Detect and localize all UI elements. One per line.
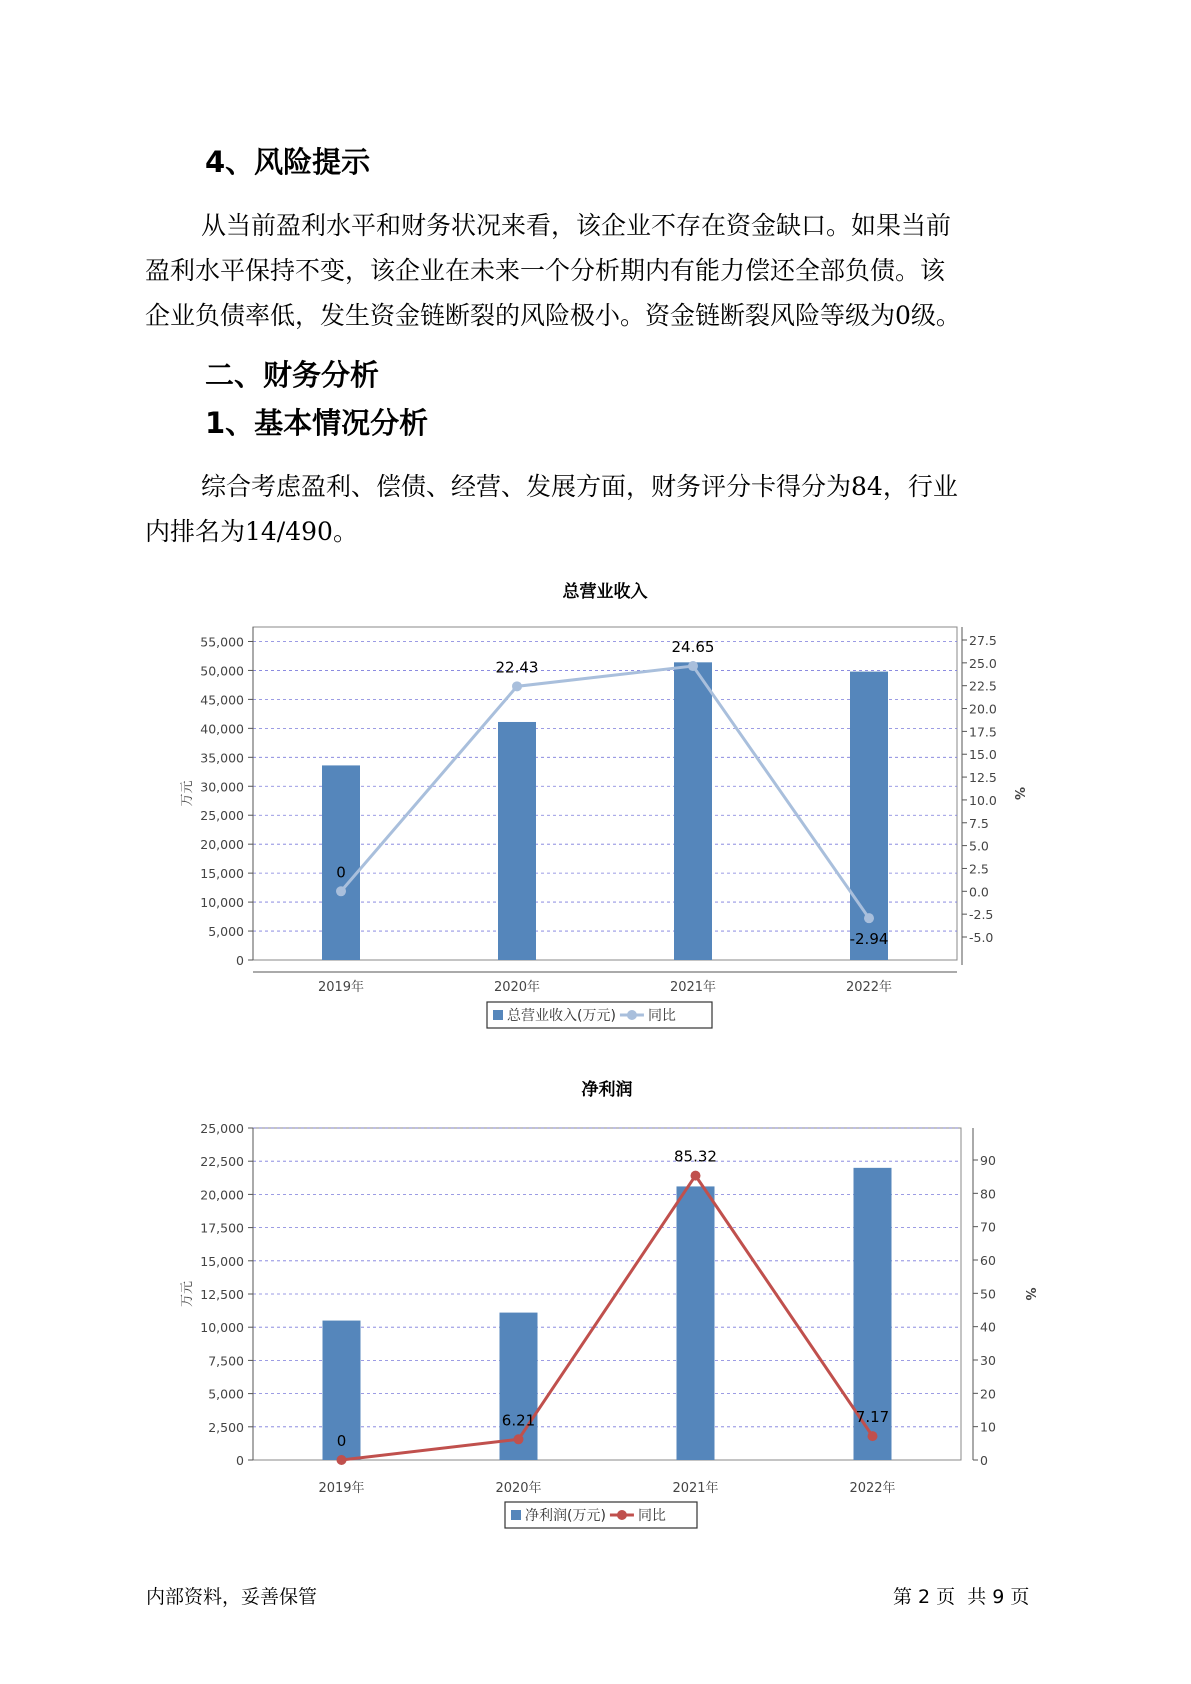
left-tick-label: 5,000: [208, 924, 244, 940]
legend-bar-swatch: [511, 1510, 521, 1520]
right-tick-label: 10.0: [969, 792, 997, 808]
yoy-data-label: 0: [336, 1432, 347, 1450]
right-tick-label: 27.5: [969, 633, 997, 648]
legend: [505, 1502, 697, 1528]
risk-heading: 4、风险提示: [205, 145, 371, 179]
yoy-data-label: 24.65: [671, 638, 715, 657]
yoy-point: [691, 1171, 701, 1181]
bar: [498, 722, 536, 960]
legend-line-label: 同比: [647, 1008, 676, 1024]
risk-line-3: 企业负债率低，发生资金链断裂的风险极小。资金链断裂风险等级为0级。: [145, 301, 961, 330]
left-tick-label: 10,000: [200, 895, 244, 911]
left-tick-label: 7,500: [208, 1353, 244, 1369]
left-tick-label: 17,500: [200, 1220, 244, 1236]
left-tick-label: 30,000: [200, 779, 244, 795]
left-tick-label: 20,000: [200, 1187, 244, 1203]
yoy-data-label: 6.21: [501, 1411, 536, 1430]
right-tick-label: 60: [980, 1253, 996, 1268]
yoy-point: [514, 1434, 524, 1444]
left-tick-label: 0: [236, 953, 244, 968]
legend: [487, 1002, 712, 1028]
yoy-data-label: -2.94: [849, 930, 889, 949]
yoy-point: [864, 913, 874, 923]
right-tick-label: 20: [980, 1386, 996, 1402]
right-axis-label: %: [1011, 786, 1026, 801]
right-tick-label: 17.5: [969, 724, 997, 740]
left-tick-label: 12,500: [200, 1287, 244, 1302]
basic-line-1: 综合考虑盈利、偿债、经营、发展方面，财务评分卡得分为84，行业: [201, 472, 958, 501]
left-tick-label: 55,000: [200, 634, 244, 650]
x-tick-label: 2019年: [318, 1481, 365, 1496]
yoy-data-label: 85.32: [674, 1147, 717, 1166]
right-tick-label: 25.0: [969, 655, 997, 671]
yoy-point: [337, 1455, 347, 1465]
legend-bar-swatch: [493, 1010, 503, 1020]
yoy-data-label: 0: [336, 863, 346, 882]
footer-confidential: 内部资料，妥善保管: [146, 1586, 318, 1608]
right-tick-label: 12.5: [969, 770, 997, 786]
left-tick-label: 50,000: [200, 663, 244, 679]
bar: [674, 662, 712, 960]
right-tick-label: 15.0: [969, 747, 997, 763]
x-tick-label: 2019年: [317, 980, 365, 995]
right-tick-label: 0: [980, 1453, 988, 1468]
x-tick-label: 2021年: [669, 980, 717, 995]
legend-bar-label: 净利润(万元): [525, 1508, 606, 1524]
yoy-point: [688, 661, 698, 671]
chart-title: 总营业收入: [562, 582, 648, 602]
x-tick-label: 2020年: [495, 1481, 542, 1496]
left-axis-label: 万元: [180, 1280, 195, 1308]
left-tick-label: 22,500: [200, 1154, 244, 1170]
yoy-data-label: 7.17: [855, 1408, 890, 1427]
right-tick-label: 10: [980, 1419, 996, 1435]
legend-line-marker: [627, 1010, 637, 1020]
left-tick-label: 20,000: [200, 837, 244, 853]
left-tick-label: 10,000: [200, 1320, 244, 1336]
left-tick-label: 45,000: [200, 692, 244, 708]
left-tick-label: 5,000: [208, 1386, 244, 1402]
right-tick-label: 80: [980, 1186, 996, 1202]
left-tick-label: 2,500: [208, 1419, 244, 1435]
footer-page-number: 第 2 页 共 9 页: [893, 1586, 1030, 1608]
finance-heading: 二、财务分析: [205, 358, 380, 392]
left-tick-label: 25,000: [200, 1121, 244, 1136]
left-tick-label: 15,000: [200, 1253, 244, 1269]
left-tick-label: 15,000: [200, 866, 244, 882]
right-tick-label: 70: [980, 1219, 996, 1235]
right-tick-label: 30: [980, 1353, 996, 1368]
legend-bar-label: 总营业收入(万元): [507, 1008, 616, 1024]
right-tick-label: 20.0: [969, 701, 997, 717]
right-tick-label: 50: [980, 1286, 996, 1302]
chart-1: [180, 581, 1026, 1028]
left-tick-label: 40,000: [200, 721, 244, 737]
yoy-point: [336, 886, 346, 896]
right-tick-label: 5.0: [969, 838, 989, 854]
chart-2: [180, 1079, 1037, 1528]
left-axis-label: 万元: [180, 780, 195, 807]
risk-line-2: 盈利水平保持不变，该企业在未来一个分析期内有能力偿还全部负债。该: [145, 256, 946, 285]
right-tick-label: 22.5: [969, 678, 997, 694]
right-tick-label: 7.5: [969, 815, 989, 831]
x-tick-label: 2020年: [493, 980, 541, 995]
right-tick-label: 0.0: [969, 884, 989, 900]
bar: [677, 1186, 715, 1460]
basic-line-2: 内排名为14/490。: [145, 517, 358, 546]
right-tick-label: 90: [980, 1153, 996, 1168]
right-tick-label: -2.5: [969, 907, 994, 923]
x-tick-label: 2022年: [845, 980, 893, 995]
yoy-data-label: 22.43: [495, 658, 539, 677]
right-axis-label: %: [1022, 1287, 1037, 1301]
left-tick-label: 0: [236, 1453, 244, 1468]
left-tick-label: 35,000: [200, 750, 244, 766]
legend-line-marker: [617, 1510, 627, 1520]
legend-line-label: 同比: [637, 1508, 666, 1524]
basic-analysis-heading: 1、基本情况分析: [205, 406, 429, 440]
risk-line-1: 从当前盈利水平和财务状况来看，该企业不存在资金缺口。如果当前: [201, 211, 952, 240]
right-tick-label: -5.0: [969, 930, 994, 945]
x-tick-label: 2021年: [672, 1481, 719, 1496]
left-tick-label: 25,000: [200, 808, 244, 824]
right-tick-label: 2.5: [969, 861, 989, 877]
chart-title: 净利润: [581, 1080, 633, 1100]
x-tick-label: 2022年: [849, 1481, 896, 1496]
yoy-point: [512, 681, 522, 691]
yoy-point: [868, 1431, 878, 1441]
right-tick-label: 40: [980, 1319, 996, 1335]
